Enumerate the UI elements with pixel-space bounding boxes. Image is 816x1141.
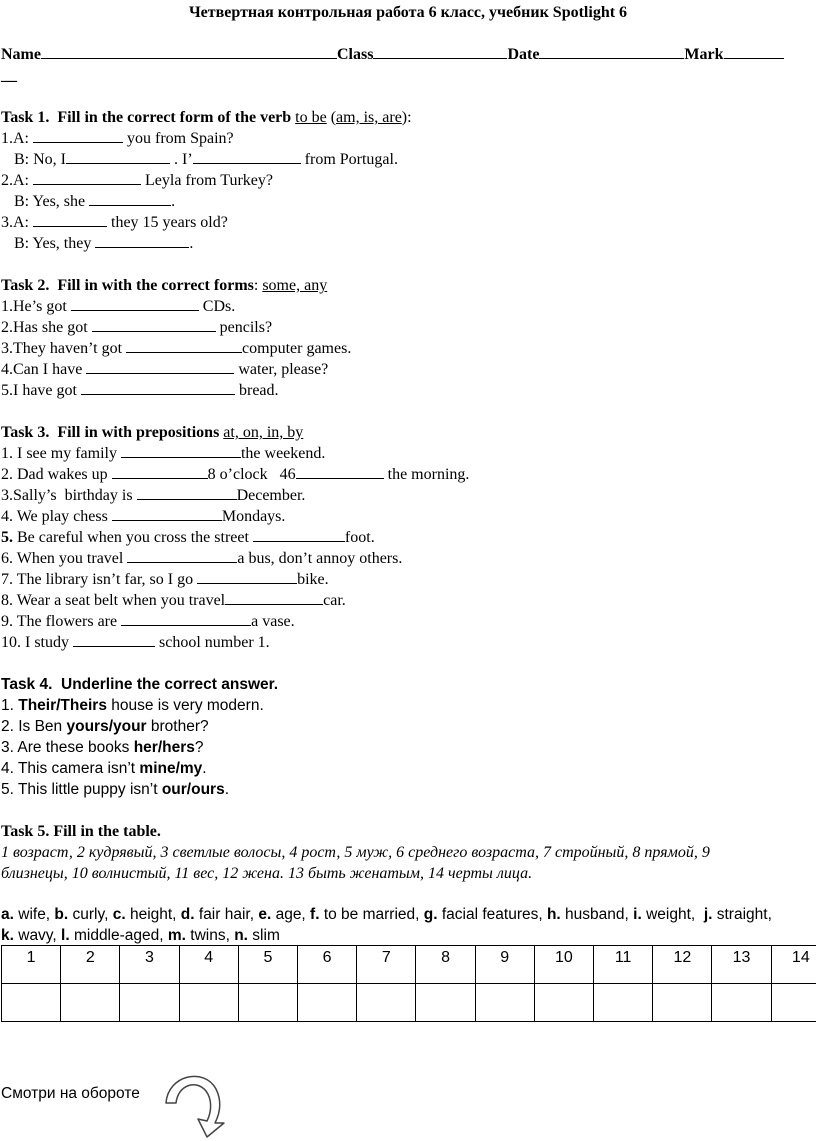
table-answer-cell[interactable]: [534, 984, 593, 1022]
date-field[interactable]: [539, 44, 684, 59]
choice-pair[interactable]: yours/your: [66, 718, 147, 735]
table-number-cell: 2: [61, 946, 120, 984]
answer-blank[interactable]: [33, 170, 141, 185]
answer-blank[interactable]: [121, 611, 251, 626]
task5-options-line-2: [1, 925, 280, 946]
table-answer-cell[interactable]: [653, 984, 712, 1022]
mark-field[interactable]: [724, 44, 784, 59]
option-letter: j.: [703, 906, 713, 923]
option-word: to be married,: [319, 906, 424, 923]
answer-blank[interactable]: [112, 506, 222, 521]
option-letter: e.: [258, 906, 272, 923]
option-letter: n.: [234, 927, 248, 944]
table-number-cell: 5: [238, 946, 297, 984]
task2-item-1: 1.He’s got CDs.: [1, 298, 236, 315]
table-number-cell: 1: [2, 946, 61, 984]
option-word: slim: [248, 927, 280, 944]
table-number-cell: 12: [653, 946, 712, 984]
option-word: fair hair,: [194, 906, 259, 923]
task1-title: Task 1. Fill in the correct form of the verb to be (am, is, are):: [1, 109, 412, 126]
option-letter: d.: [180, 906, 195, 923]
answer-blank[interactable]: [225, 590, 323, 605]
mark-label: Mark: [684, 46, 724, 63]
table-number-cell: 3: [120, 946, 179, 984]
option-letter: m.: [167, 927, 186, 944]
task2-item-3: 3.They haven’t got computer games.: [1, 340, 352, 357]
task2-item-4: 4.Can I have water, please?: [1, 361, 329, 378]
task1-item-3a: 3.A: they 15 years old?: [1, 214, 228, 231]
table-answer-cell[interactable]: [2, 984, 61, 1022]
option-letter: g.: [423, 906, 438, 923]
answer-blank[interactable]: [197, 569, 297, 584]
date-label: Date: [507, 46, 540, 63]
answer-table: [1, 945, 816, 1022]
choice-pair[interactable]: mine/my: [139, 760, 203, 777]
answer-blank[interactable]: [33, 128, 123, 143]
answer-blank[interactable]: [95, 233, 189, 248]
table-number-cell: 9: [475, 946, 534, 984]
table-answer-row: [2, 984, 816, 1022]
task4-item-3: 3. Are these books her/hers?: [1, 739, 204, 756]
option-letter: l.: [61, 927, 70, 944]
task3-item-3: 3.Sally’s birthday is December.: [1, 487, 306, 504]
choice-pair[interactable]: our/ours: [161, 781, 225, 798]
task2-title: Task 2. Fill in with the correct forms: some, any: [1, 277, 328, 294]
mark-field-continuation: __: [1, 67, 17, 84]
option-letter: i.: [633, 906, 642, 923]
student-info-line: [1, 44, 784, 65]
option-word: height,: [125, 906, 181, 923]
option-letter: b.: [54, 906, 69, 923]
answer-blank[interactable]: [73, 632, 155, 647]
task3-item-4: 4. We play chess Mondays.: [1, 508, 286, 525]
table-answer-cell[interactable]: [61, 984, 120, 1022]
task3-item-5: 5. Be careful when you cross the street foot.: [1, 529, 375, 546]
answer-blank[interactable]: [71, 296, 199, 311]
option-word: straight,: [712, 906, 772, 923]
task3-title: Task 3. Fill in with prepositions at, on, in, by: [1, 424, 304, 441]
option-word: twins,: [185, 927, 235, 944]
option-word: facial features,: [437, 906, 547, 923]
table-answer-cell[interactable]: [594, 984, 653, 1022]
answer-blank[interactable]: [121, 443, 241, 458]
task2-item-2: 2.Has she got pencils?: [1, 319, 273, 336]
task1-item-2a: 2.A: Leyla from Turkey?: [1, 172, 273, 189]
table-number-cell: 8: [416, 946, 475, 984]
task4-item-4: 4. This camera isn’t mine/my.: [1, 760, 207, 777]
option-letter: h.: [546, 906, 561, 923]
table-number-cell: 13: [712, 946, 771, 984]
task5-title: Task 5. Fill in the table.: [1, 823, 161, 840]
task2-item-5: 5.I have got bread.: [1, 382, 279, 399]
answer-blank[interactable]: [112, 464, 208, 479]
option-letter: c.: [112, 906, 126, 923]
task5-russian-list-1: 1 возраст, 2 кудрявый, 3 светлые волосы, 4 рост, 5 муж, 6 среднего возраста, 7 стройный, 8 прямой, 9: [1, 844, 710, 861]
task1-item-1b: B: No, I . I’ from Portugal.: [14, 151, 398, 168]
task4-item-2: 2. Is Ben yours/your brother?: [1, 718, 209, 735]
option-word: wavy,: [13, 927, 62, 944]
answer-blank[interactable]: [66, 149, 170, 164]
class-label: Class: [336, 46, 374, 63]
option-letter: k.: [1, 927, 14, 944]
table-number-cell: 6: [298, 946, 357, 984]
table-header-row: [2, 946, 816, 984]
option-letter: f.: [310, 906, 320, 923]
task3-item-2: 2. Dad wakes up 8 o’clock 46 the morning.: [1, 466, 470, 483]
table-number-cell: 10: [534, 946, 593, 984]
task3-item-8: 8. Wear a seat belt when you travel car.: [1, 592, 346, 609]
task4-item-5: 5. This little puppy isn’t our/ours.: [1, 781, 230, 798]
table-answer-cell[interactable]: [120, 984, 179, 1022]
answer-blank[interactable]: [126, 338, 242, 353]
see-back-note: Смотри на обороте: [1, 1085, 140, 1102]
task3-item-10: 10. I study school number 1.: [1, 634, 270, 651]
task5-russian-list-2: близнецы, 10 волнистый, 11 вес, 12 жена. 13 быть женатым, 14 черты лица.: [1, 865, 533, 882]
table-answer-cell[interactable]: [357, 984, 416, 1022]
task1-item-1a: 1.A: you from Spain?: [1, 130, 234, 147]
table-answer-cell[interactable]: [712, 984, 771, 1022]
task4-item-1: 1. Their/Theirs house is very modern.: [1, 697, 264, 714]
option-word: wife,: [13, 906, 55, 923]
answer-blank[interactable]: [86, 359, 234, 374]
task4-title: Task 4. Underline the correct answer.: [1, 676, 279, 693]
class-field[interactable]: [373, 44, 507, 59]
answer-blank[interactable]: [127, 548, 237, 563]
task5-options-line-1: [1, 904, 772, 925]
option-word: age,: [271, 906, 311, 923]
answer-blank[interactable]: [193, 149, 301, 164]
curved-arrow-icon: [160, 1063, 230, 1139]
option-word: middle-aged,: [69, 927, 168, 944]
table-answer-cell[interactable]: [179, 984, 238, 1022]
table-answer-cell[interactable]: [238, 984, 297, 1022]
task3-item-1: 1. I see my family the weekend.: [1, 445, 326, 462]
table-number-cell: 14: [771, 946, 816, 984]
choice-pair[interactable]: Their/Theirs: [18, 697, 107, 714]
task1-item-2b: B: Yes, she .: [14, 193, 176, 210]
page-title: Четвертная контрольная работа 6 класс, учебник Spotlight 6: [188, 4, 628, 21]
option-word: husband,: [560, 906, 634, 923]
table-answer-cell[interactable]: [298, 984, 357, 1022]
answer-blank[interactable]: [296, 464, 384, 479]
option-word: weight,: [641, 906, 704, 923]
task3-item-6: 6. When you travel a bus, don’t annoy others.: [1, 550, 403, 567]
table-number-cell: 11: [594, 946, 653, 984]
option-word: curly,: [68, 906, 113, 923]
table-answer-cell[interactable]: [475, 984, 534, 1022]
answer-blank[interactable]: [253, 527, 345, 542]
task1-item-3b: B: Yes, they .: [14, 235, 194, 252]
choice-pair[interactable]: her/hers: [133, 739, 195, 756]
answer-blank[interactable]: [81, 380, 235, 395]
option-letter: a.: [1, 906, 14, 923]
table-number-cell: 4: [179, 946, 238, 984]
answer-blank[interactable]: [137, 485, 237, 500]
answer-blank[interactable]: [33, 212, 107, 227]
task3-item-7: 7. The library isn’t far, so I go bike.: [1, 571, 329, 588]
answer-blank[interactable]: [92, 317, 216, 332]
answer-blank[interactable]: [89, 191, 171, 206]
table-answer-cell[interactable]: [771, 984, 816, 1022]
table-answer-cell[interactable]: [416, 984, 475, 1022]
task3-item-9: 9. The flowers are a vase.: [1, 613, 295, 630]
table-number-cell: 7: [357, 946, 416, 984]
name-field[interactable]: [41, 44, 337, 59]
name-label: Name: [1, 46, 41, 63]
